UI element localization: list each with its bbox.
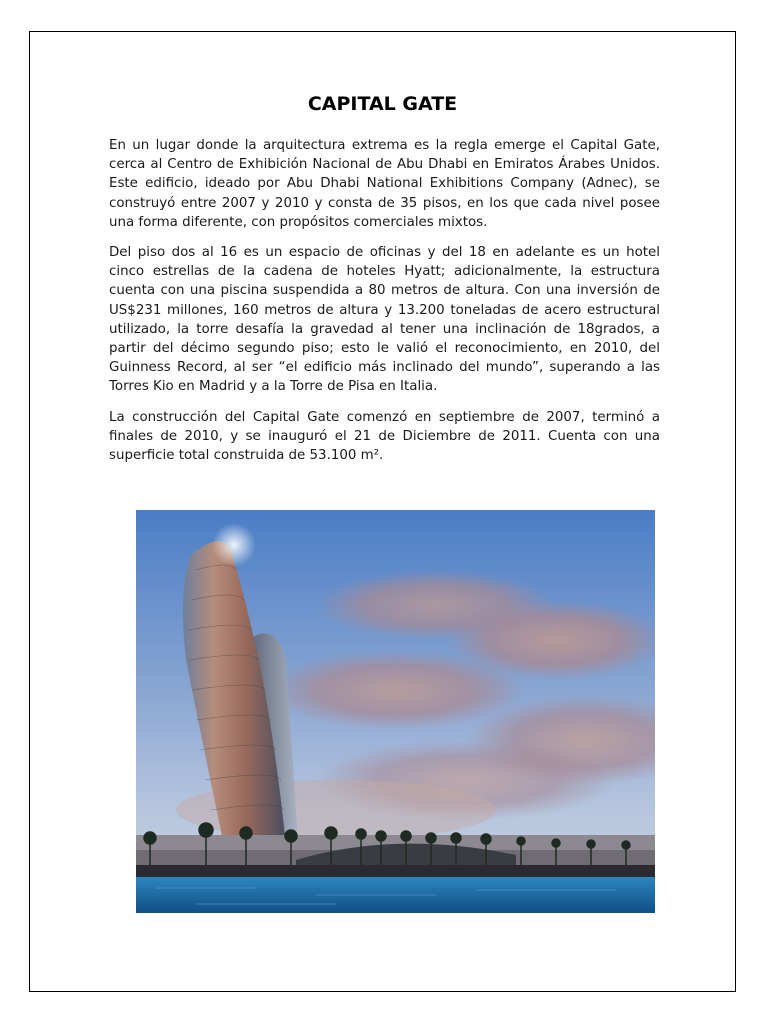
document-title: CAPITAL GATE bbox=[307, 93, 458, 115]
paragraph-2: Del piso dos al 16 es un espacio de oficinas y del 18 en adelante es un hotel cinco estrellas de la cadena de hoteles Hyatt; adicionalmente, la estructura cuenta con una piscina suspendida a 80 metros de altura. Con una inversión de US$231 millones, 160 metros de altura y 13.200 toneladas de acero estructural utilizado, la torre desafía la gravedad al tener una inclinación de 18grados, a partir del décimo segundo piso; esto le valió el reconocimiento, en 2010, del Guinness Record, al ser “el edificio más inclinado del mundo”, superando a las Torres Kio en Madrid y a la Torre de Pisa en Italia. bbox=[109, 245, 660, 395]
paragraph-1: En un lugar donde la arquitectura extrema es la regla emerge el Capital Gate, cerca al Centro de Exhibición Nacional de Abu Dhabi en Emiratos Árabes Unidos. Este edificio, ideado por Abu Dhabi National Exhibitions Company (Adnec), se construyó entre 2007 y 2010 y consta de 35 pisos, en los que cada nivel posee una forma diferente, con propósitos comerciales mixtos. bbox=[109, 138, 660, 230]
capital-gate-photo bbox=[136, 510, 655, 913]
document-page bbox=[29, 31, 736, 992]
paragraph-3: La construcción del Capital Gate comenzó en septiembre de 2007, terminó a finales de 2010, y se inauguró el 21 de Diciembre de 2011. Cuenta con una superficie total construida de 53.100 m². bbox=[109, 409, 660, 464]
document-body bbox=[109, 136, 660, 476]
